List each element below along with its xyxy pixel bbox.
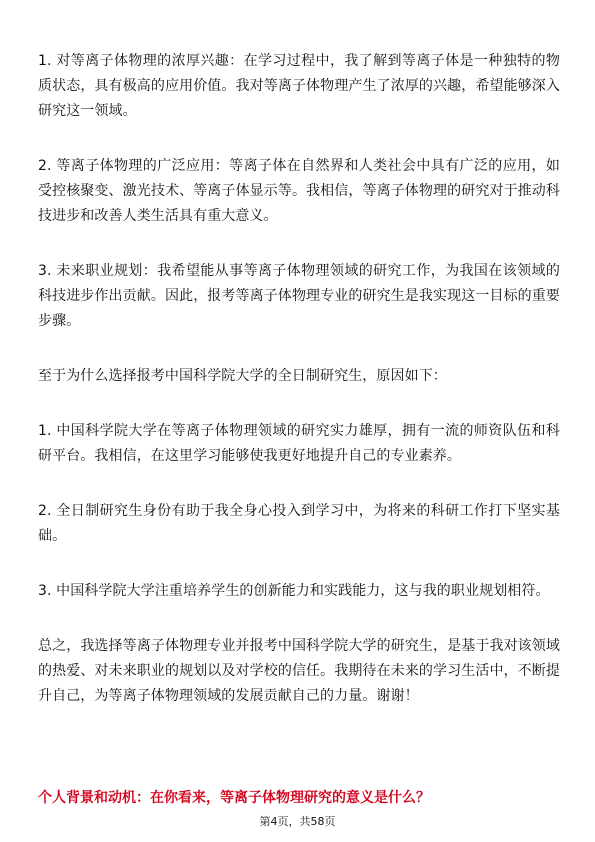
paragraph-conclusion: 总之，我选择等离子体物理专业并报考中国科学院大学的研究生，是基于我对该领域的热爱、对未来职业的规划以及对学校的信任。我期待在未来的学习生活中，不断提升自己，为等离子体物理领域的发展贡献自己的力量。谢谢！ <box>38 638 560 704</box>
paragraph-career-plan: 3. 未来职业规划：我希望能从事等离子体物理领域的研究工作，为我国在该领域的科技进步作出贡献。因此，报考等离子体物理专业的研究生是我实现这一目标的重要步骤。 <box>38 263 560 329</box>
paragraph-interest: 1. 对等离子体物理的浓厚兴趣：在学习过程中，我了解到等离子体是一种独特的物质状态，具有极高的应用价值。我对等离子体物理产生了浓厚的兴趣，希望能够深入研究这一领域。 <box>38 53 560 119</box>
paragraph-reason-1: 1. 中国科学院大学在等离子体物理领域的研究实力雄厚，拥有一流的师资队伍和科研平台。我相信，在这里学习能够使我更好地提升自己的专业素养。 <box>38 423 560 464</box>
paragraph-reason-2: 2. 全日制研究生身份有助于我全身心投入到学习中，为将来的科研工作打下坚实基础。 <box>38 503 560 544</box>
next-question-heading: 个人背景和动机：在你看来，等离子体物理研究的意义是什么？ <box>38 790 430 806</box>
answer-body <box>38 49 560 709</box>
paragraph-reasons-intro: 至于为什么选择报考中国科学院大学的全日制研究生，原因如下： <box>38 368 447 384</box>
paragraph-applications: 2. 等离子体物理的广泛应用：等离子体在自然界和人类社会中具有广泛的应用，如受控核聚变、激光技术、等离子体显示等。我相信，等离子体物理的研究对于推动科技进步和改善人类生活具有重大意义。 <box>38 158 560 224</box>
paragraph-reason-3: 3. 中国科学院大学注重培养学生的创新能力和实践能力，这与我的职业规划相符。 <box>38 583 550 599</box>
page-number-footer: 第4页，共58页 <box>259 815 336 828</box>
